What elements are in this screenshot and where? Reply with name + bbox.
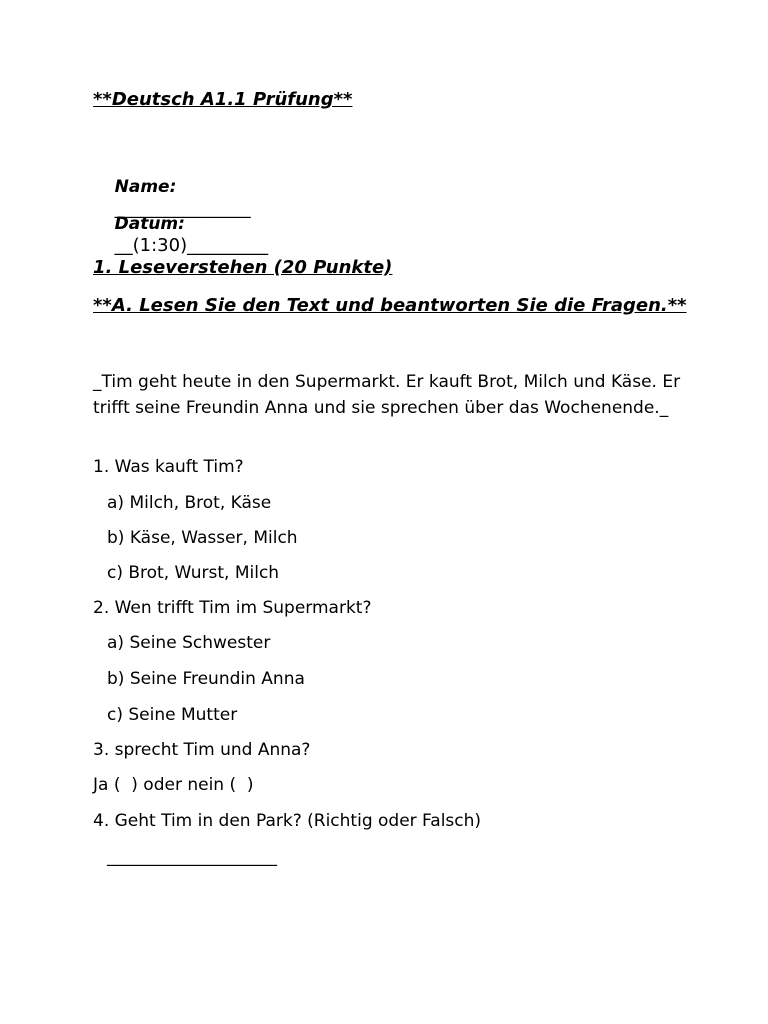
question-2-option-b: b) Seine Freundin Anna [107, 669, 305, 689]
question-2: 2. Wen trifft Tim im Supermarkt? [93, 598, 372, 618]
question-4-answer-line: ____________________ [107, 847, 277, 867]
name-blank: ________________ [114, 199, 251, 219]
question-1-option-a: a) Milch, Brot, Käse [107, 493, 272, 513]
date-value: __(1:30)_________ [114, 235, 269, 256]
name-label: Name: [114, 177, 177, 197]
instruction-heading: **A. Lesen Sie den Text und beantworten Sie die Fragen.** [93, 295, 687, 316]
question-1: 1. Was kauft Tim? [93, 457, 244, 477]
section-heading: 1. Leseverstehen (20 Punkte) [93, 257, 393, 278]
question-3: 3. sprecht Tim und Anna? [93, 740, 311, 760]
question-1-option-b: b) Käse, Wasser, Milch [107, 528, 298, 548]
question-2-option-c: c) Seine Mutter [107, 705, 238, 725]
page-title: **Deutsch A1.1 Prüfung** [93, 89, 353, 110]
reading-text: _Tim geht heute in den Supermarkt. Er kauft Brot, Milch und Käse. Er trifft seine Freundin Anna und sie sprechen über das Wochenende._ [93, 372, 681, 418]
question-3-answer: Ja ( ) oder nein ( ) [93, 775, 254, 795]
question-4: 4. Geht Tim in den Park? (Richtig oder Falsch) [93, 811, 482, 831]
date-label: Datum: [114, 214, 185, 234]
question-1-option-c: c) Brot, Wurst, Milch [107, 563, 280, 583]
question-2-option-a: a) Seine Schwester [107, 633, 271, 653]
